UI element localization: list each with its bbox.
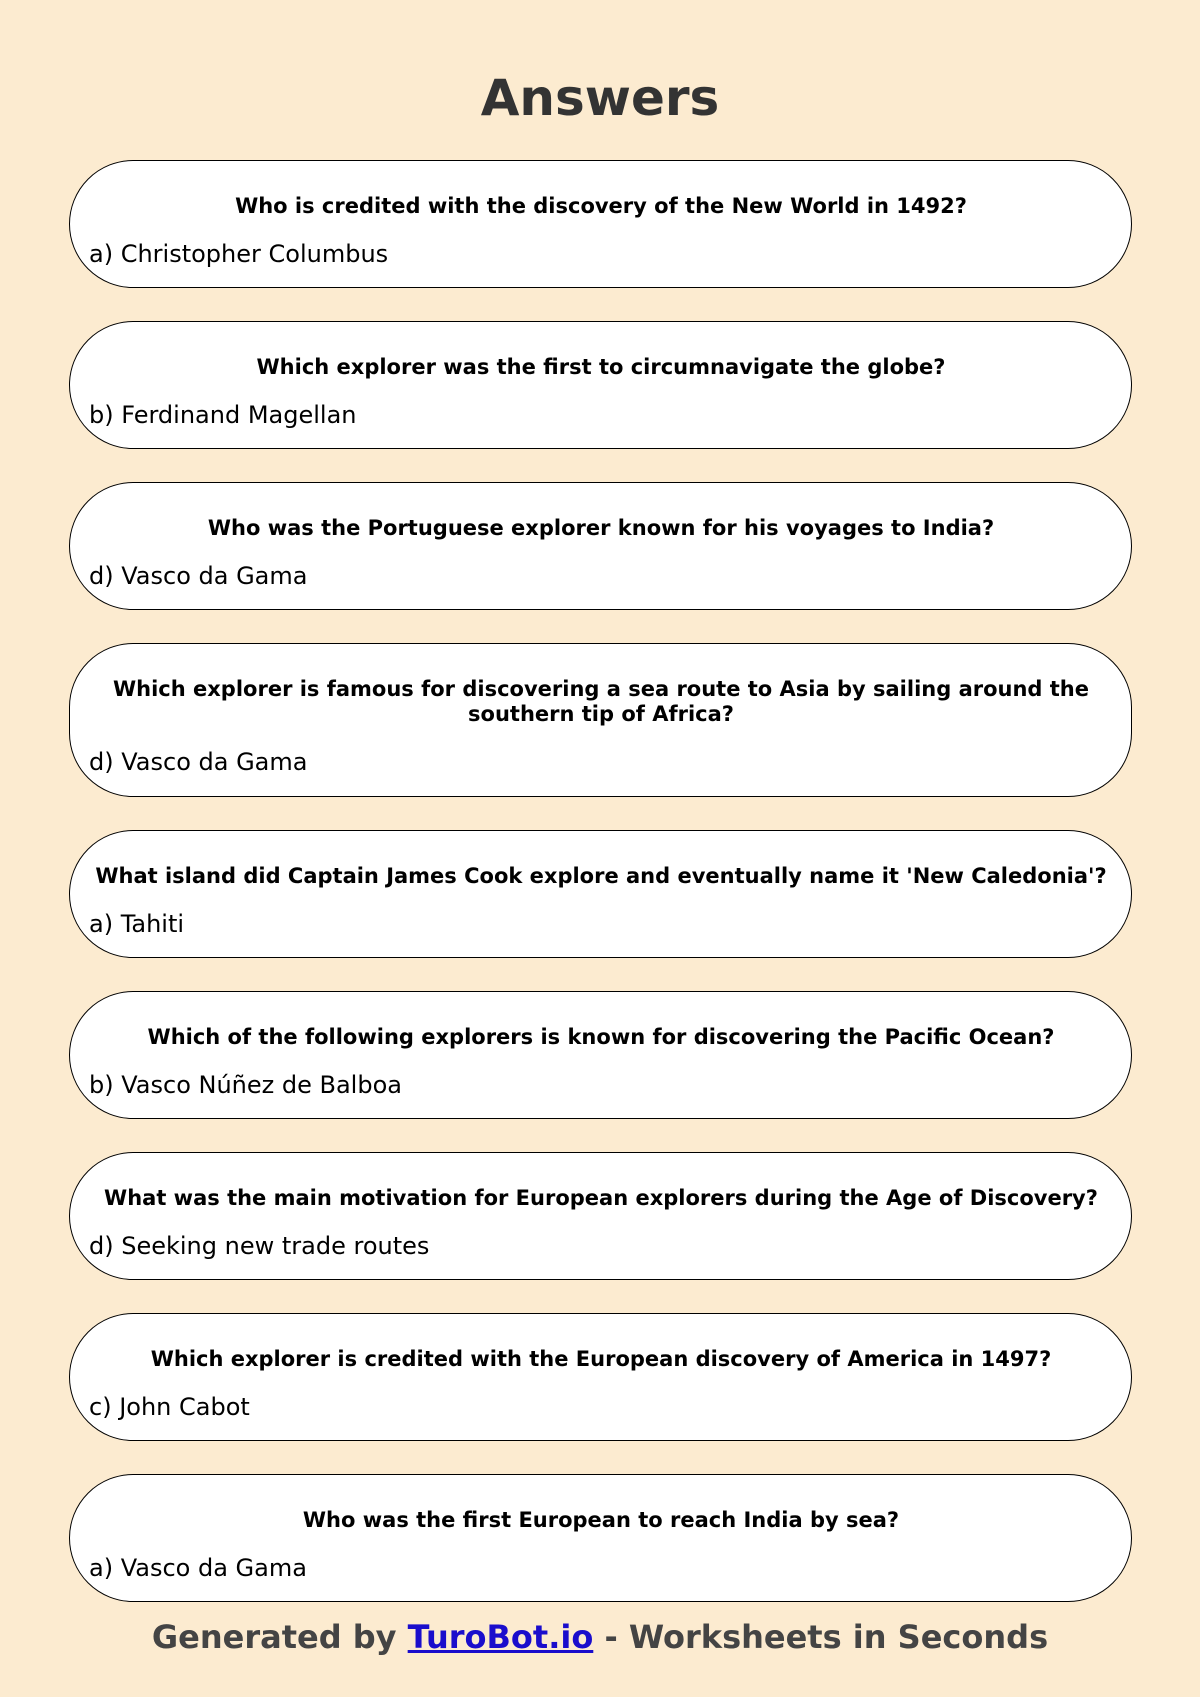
answer-card bbox=[69, 321, 1132, 449]
answer-text: d) Vasco da Gama bbox=[89, 748, 308, 776]
question-text: What island did Captain James Cook explore and eventually name it 'New Caledonia'? bbox=[95, 864, 1107, 888]
answer-text: d) Vasco da Gama bbox=[89, 562, 308, 590]
answer-text: b) Ferdinand Magellan bbox=[89, 401, 357, 429]
answer-card bbox=[69, 991, 1132, 1119]
question-text: Which explorer was the first to circumnavigate the globe? bbox=[256, 355, 946, 379]
question-text: Which of the following explorers is known for discovering the Pacific Ocean? bbox=[147, 1025, 1055, 1049]
answer-card bbox=[69, 160, 1132, 288]
answer-text: a) Vasco da Gama bbox=[89, 1554, 307, 1582]
footer-suffix: - Worksheets in Seconds bbox=[593, 1618, 1049, 1656]
answer-card bbox=[69, 830, 1132, 958]
answer-card bbox=[69, 1474, 1132, 1602]
answer-text: a) Christopher Columbus bbox=[89, 240, 389, 268]
answer-text: c) John Cabot bbox=[89, 1393, 250, 1421]
answer-card bbox=[69, 482, 1132, 610]
question-text: Who is credited with the discovery of the New World in 1492? bbox=[235, 194, 967, 218]
turobot-link[interactable]: TuroBot.io bbox=[407, 1618, 594, 1656]
footer bbox=[0, 1617, 1200, 1657]
question-text: Who was the first European to reach India by sea? bbox=[302, 1508, 900, 1532]
question-text: Which explorer is famous for discovering a sea route to Asia by sailing around the southern tip of Africa? bbox=[113, 677, 1089, 726]
answer-text: b) Vasco Núñez de Balboa bbox=[89, 1071, 402, 1099]
answer-text: a) Tahiti bbox=[89, 910, 185, 938]
question-text: Which explorer is credited with the European discovery of America in 1497? bbox=[150, 1347, 1052, 1371]
answers-list bbox=[69, 160, 1132, 1635]
question-text: Who was the Portuguese explorer known for his voyages to India? bbox=[207, 516, 995, 540]
footer-prefix: Generated by bbox=[151, 1618, 408, 1656]
answer-text: d) Seeking new trade routes bbox=[89, 1232, 430, 1260]
question-text: What was the main motivation for European explorers during the Age of Discovery? bbox=[104, 1186, 1098, 1210]
answer-card bbox=[69, 1152, 1132, 1280]
page-title: Answers bbox=[480, 69, 720, 127]
answer-card bbox=[69, 1313, 1132, 1441]
answer-card bbox=[69, 643, 1132, 797]
